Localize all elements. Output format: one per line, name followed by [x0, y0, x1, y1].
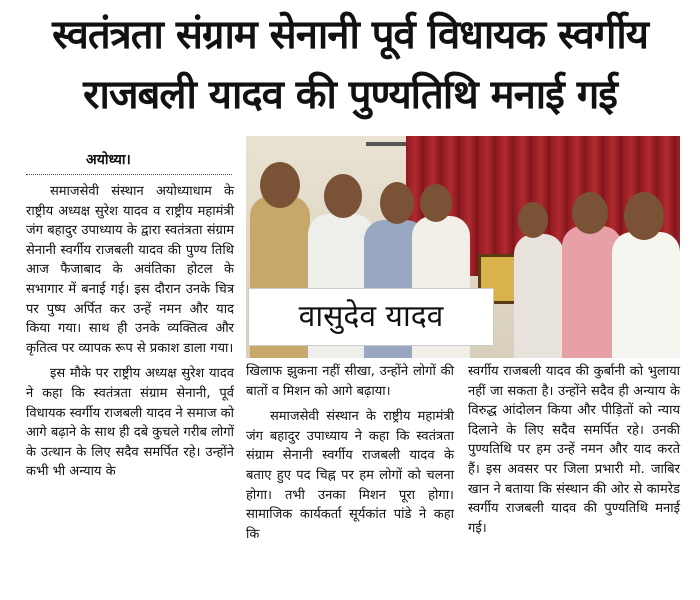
person-head	[572, 192, 608, 234]
paragraph: खिलाफ झुकना नहीं सीखा, उन्होंने लोगों की बातों व मिशन को आगे बढ़ाया।	[246, 364, 454, 399]
person-head	[518, 202, 548, 238]
photo-caption-name: वासुदेव यादव	[248, 288, 494, 346]
paragraph: स्वर्गीय राजबली यादव की कुर्बानी को भुलाया नहीं जा सकता है। उन्होंने सदैव ही अन्याय के विरुद्ध आंदोलन किया और पीड़ितों को न्याय दिलाने के लिए सदैव समर्पित रहे। उनकी पुण्यतिथि पर हम उन्हें नमन और याद करते हैं। इस अवसर पर जिला प्रभारी मो. जाबिर खान ने बताया कि संस्थान की ओर से कामरेड स्वर्गीय राजबली यादव की पुण्यतिथि मनाई गई।	[468, 364, 680, 536]
person-figure	[514, 234, 564, 358]
person-head	[420, 184, 452, 222]
article-column-3	[468, 362, 680, 538]
dateline: अयोध्या।	[86, 152, 131, 168]
dotted-divider	[26, 174, 232, 175]
headline-line-2: राजबली यादव की पुण्यतिथि मनाई गई	[83, 72, 617, 118]
article-column-2	[246, 362, 454, 544]
person-head	[380, 182, 414, 224]
paragraph: समाजसेवी संस्थान के राष्ट्रीय महामंत्री जंग बहादुर उपाध्याय ने कहा कि स्वतंत्रता संग्राम सेनानी स्वर्गीय राजबली यादव के बताए हुए पद चिह्न पर हम लोगों को चलना होगा। तभी उनका मिशन पूरा होगा। सामाजिक कार्यकर्ता सूर्यकांत पांडे ने कहा कि	[246, 409, 454, 542]
person-head	[324, 174, 362, 218]
headline-line-1: स्वतंत्रता संग्राम सेनानी पूर्व विधायक स्वर्गीय	[52, 12, 648, 58]
person-figure	[612, 232, 680, 358]
person-head	[624, 192, 664, 240]
paragraph: इस मौके पर राष्ट्रीय अध्यक्ष सुरेश यादव ने कहा कि स्वतंत्रता संग्राम सेनानी, पूर्व विधायक स्वर्गीय राजबली यादव ने समाज को आगे बढ़ाने के साथ ही दबे कुचले गरीब लोगों के उत्थान के लिए सदैव समर्पित रहे। उन्होंने कभी भी अन्याय के	[26, 366, 234, 480]
article-column-1	[26, 182, 234, 482]
person-head	[260, 162, 300, 208]
paragraph: समाजसेवी संस्थान अयोध्याधाम के राष्ट्रीय अध्यक्ष सुरेश यादव व राष्ट्रीय महामंत्री जंग बहादुर उपाध्याय के द्वारा स्वतंत्रता संग्राम सेनानी स्वर्गीय राजबली यादव की पुण्य तिथि आज फैजाबाद के अवंतिका होटल के सभागार में बनाई गई। इस दौरान उनके चित्र पर पुष्प अर्पित कर उन्हें नमन और याद किया गया। साथ ही उनके व्यक्तित्व और कृतित्व पर व्यापक रूप से प्रकाश डाला गया।	[26, 184, 234, 356]
